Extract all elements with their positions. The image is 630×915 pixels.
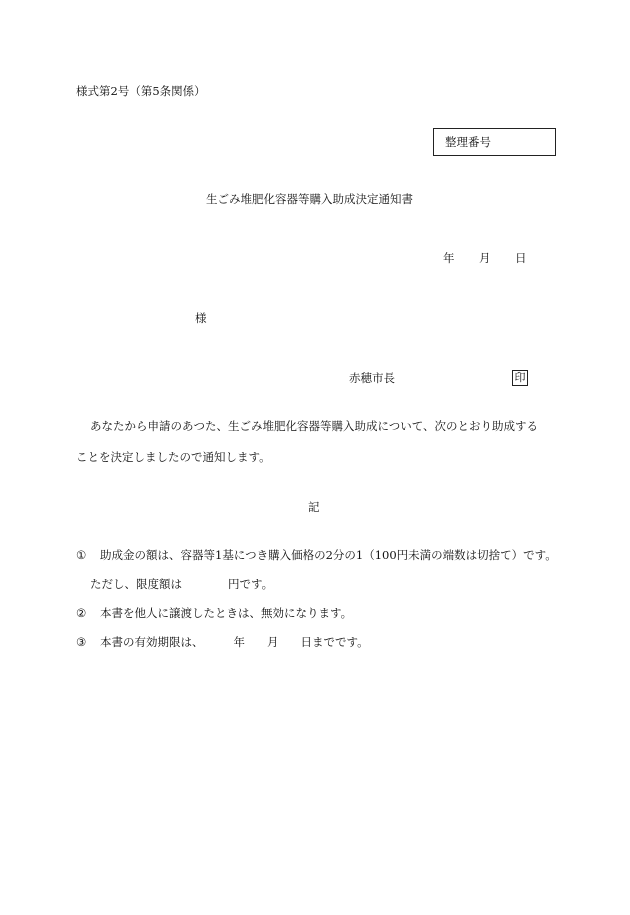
item-3-prefix: 本書の有効期限は、 bbox=[100, 635, 204, 649]
ki-heading: 記 bbox=[308, 500, 320, 514]
list-item-1 bbox=[76, 550, 557, 562]
item-2-text: 本書を他人に譲渡したときは、無効になります。 bbox=[100, 606, 353, 620]
item-1-text: 助成金の額は、容器等1基につき購入価格の2分の1（100円未満の端数は切捨て）です。 bbox=[100, 548, 557, 562]
list-item-2 bbox=[76, 608, 352, 620]
limit-suffix: 円です。 bbox=[228, 577, 274, 591]
item-3-year-label: 年 bbox=[233, 635, 245, 649]
date-year-label: 年 bbox=[443, 251, 455, 265]
list-item-3 bbox=[76, 637, 369, 649]
reference-number-box bbox=[433, 128, 556, 156]
item-3-month-label: 月 bbox=[267, 635, 279, 649]
body-text-line-1: あなたから申請のあつた、生ごみ堆肥化容器等購入助成について、次のとおり助成する bbox=[90, 419, 539, 433]
document-title: 生ごみ堆肥化容器等購入助成決定通知書 bbox=[206, 192, 413, 206]
form-number-label: 様式第2号（第5条関係） bbox=[76, 84, 206, 98]
item-3-marker: ③ bbox=[76, 635, 87, 649]
body-text-line-2: ことを決定しましたので通知します。 bbox=[76, 450, 271, 464]
issuer-name: 赤穂市長 bbox=[349, 371, 395, 385]
limit-prefix: ただし、限度額は bbox=[90, 577, 182, 591]
item-1-marker: ① bbox=[76, 548, 87, 562]
date-day-label: 日 bbox=[515, 251, 527, 265]
item-2-marker: ② bbox=[76, 606, 87, 620]
item-3-suffix: 日までです。 bbox=[300, 635, 369, 649]
recipient-honorific: 様 bbox=[195, 311, 207, 325]
seal-mark: 印 bbox=[512, 370, 528, 386]
list-item-1-note bbox=[90, 579, 273, 591]
reference-number-label: 整理番号 bbox=[445, 135, 491, 149]
date-month-label: 月 bbox=[479, 251, 491, 265]
